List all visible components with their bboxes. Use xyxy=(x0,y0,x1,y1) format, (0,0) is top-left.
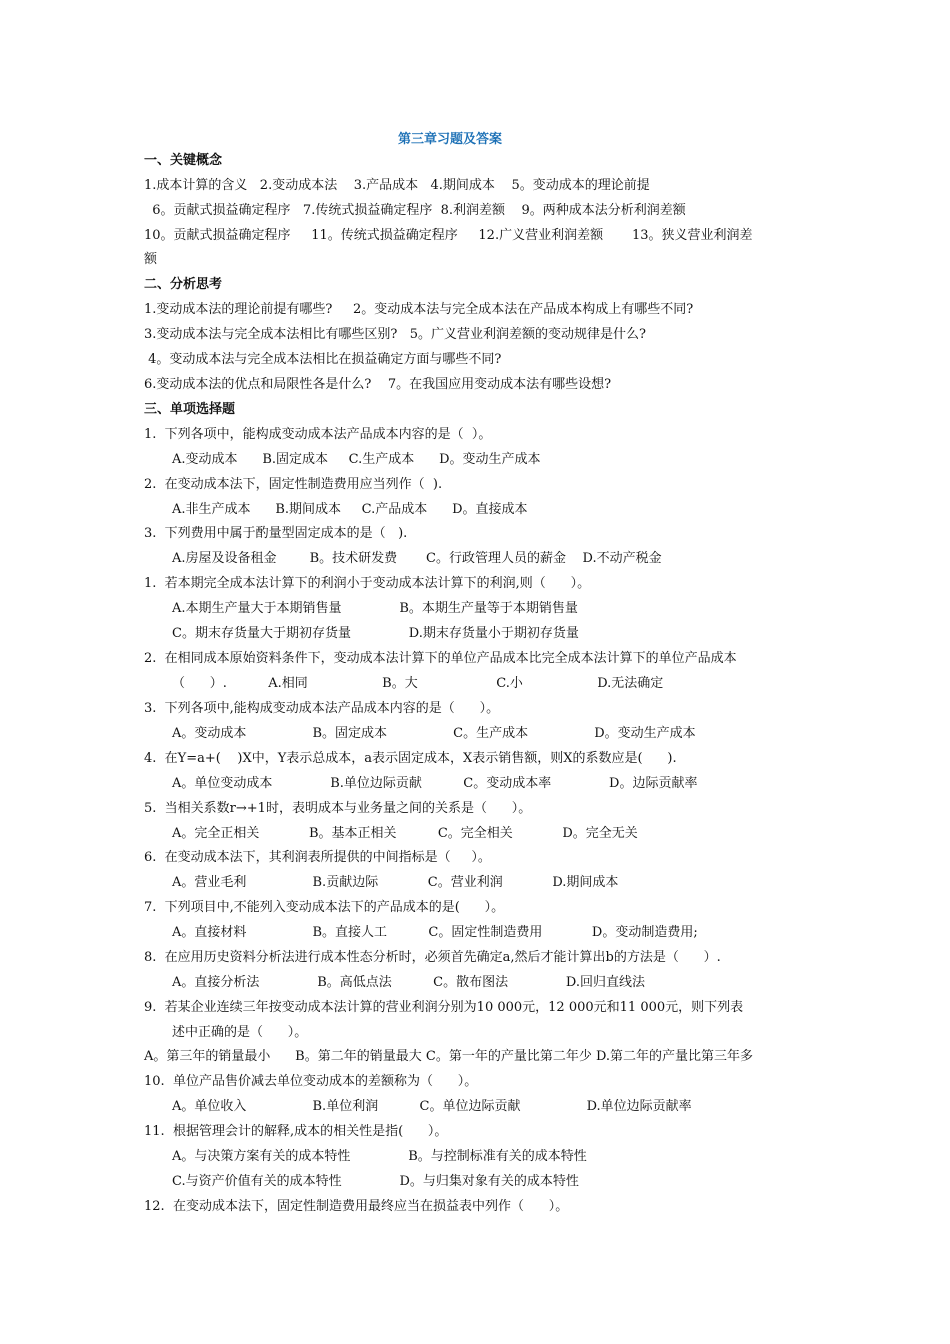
question-line: 6. 在变动成本法下，其利润表所提供的中间指标是（ ）。 xyxy=(144,850,491,865)
text-line: 6.变动成本法的优点和局限性各是什么? 7。在我国应用变动成本法有哪些设想? xyxy=(144,377,612,392)
option-line: A。变动成本 B。固定成本 C。生产成本 D。变动生产成本 xyxy=(172,726,696,741)
option-line: A。直接材料 B。直接人工 C。固定性制造费用 D。变动制造费用; xyxy=(172,925,698,940)
question-line: 11. 根据管理会计的解释,成本的相关性是指( ）。 xyxy=(144,1124,448,1139)
section-heading-analysis: 二、分析思考 xyxy=(144,277,223,292)
question-line: 4. 在Y=a+( )X中，Y表示总成本，a表示固定成本，X表示销售额，则X的系数应是( ). xyxy=(144,751,677,766)
text-line: 6。贡献式损益确定程序 7.传统式损益确定程序 8.利润差额 9。两种成本法分析利润差额 xyxy=(144,203,686,218)
text-line: 3.变动成本法与完全成本法相比有哪些区别? 5。广义营业利润差额的变动规律是什么? xyxy=(144,327,647,342)
text-line: 4。变动成本法与完全成本法相比在损益确定方面与哪些不同? xyxy=(144,352,502,367)
option-line: 述中正确的是（ ）。 xyxy=(172,1025,308,1040)
option-line: A。完全正相关 B。基本正相关 C。完全相关 D。完全无关 xyxy=(172,826,638,841)
text-line: 1.变动成本法的理论前提有哪些? 2。变动成本法与完全成本法在产品成本构成上有哪些不同? xyxy=(144,302,694,317)
question-line: 5. 当相关系数r→+1时，表明成本与业务量之间的关系是（ ）。 xyxy=(144,801,532,816)
question-line: 10. 单位产品售价减去单位变动成本的差额称为（ ）。 xyxy=(144,1074,478,1089)
question-line: 3. 下列费用中属于酌量型固定成本的是（ ). xyxy=(144,526,408,541)
option-line: A.非生产成本 B.期间成本 C.产品成本 D。直接成本 xyxy=(172,502,528,517)
section-heading-key-concepts: 一、关键概念 xyxy=(144,153,223,168)
question-line: 1. 若本期完全成本法计算下的利润小于变动成本法计算下的利润,则（ ）。 xyxy=(144,576,591,591)
option-line: C。期末存货量大于期初存货量 D.期末存货量小于期初存货量 xyxy=(172,626,579,641)
option-line: A。单位变动成本 B.单位边际贡献 C。变动成本率 D。边际贡献率 xyxy=(172,776,698,791)
question-line: 1. 下列各项中，能构成变动成本法产品成本内容的是（ ）。 xyxy=(144,427,492,442)
section-heading-single-choice: 三、单项选择题 xyxy=(144,402,236,417)
option-line: A。直接分析法 B。高低点法 C。散布图法 D.回归直线法 xyxy=(172,975,646,990)
option-line: C.与资产价值有关的成本特性 D。与归集对象有关的成本特性 xyxy=(172,1174,579,1189)
option-line: A。营业毛利 B.贡献边际 C。营业利润 D.期间成本 xyxy=(172,875,619,890)
question-line: 2. 在相同成本原始资料条件下，变动成本法计算下的单位产品成本比完全成本法计算下的单位产品成本 xyxy=(144,651,737,666)
option-line: A。单位收入 B.单位利润 C。单位边际贡献 D.单位边际贡献率 xyxy=(172,1099,692,1114)
text-line: 额 xyxy=(144,252,158,267)
text-line: 10。贡献式损益确定程序 11。传统式损益确定程序 12.广义营业利润差额 13。狭义营业利润差 xyxy=(144,228,753,243)
question-line: 3. 下列各项中,能构成变动成本法产品成本内容的是（ ）。 xyxy=(144,701,500,716)
question-line: 9. 若某企业连续三年按变动成本法计算的营业利润分别为10 000元，12 000元和11 000元，则下列表 xyxy=(144,1000,744,1015)
option-line: A。与决策方案有关的成本特性 B。与控制标准有关的成本特性 xyxy=(172,1149,587,1164)
question-line: 7. 下列项目中,不能列入变动成本法下的产品成本的是( ）。 xyxy=(144,900,505,915)
question-line: A。第三年的销量最小 B。第二年的销量最大 C。第一年的产量比第二年少 D.第二年的产量比第三年多 xyxy=(144,1049,754,1064)
text-line: 1.成本计算的含义 2.变动成本法 3.产品成本 4.期间成本 5。变动成本的理论前提 xyxy=(144,178,650,193)
question-line: 2. 在变动成本法下，固定性制造费用应当列作（ ). xyxy=(144,477,443,492)
option-line: （ ）. A.相同 B。大 C.小 D.无法确定 xyxy=(172,676,664,691)
option-line: A.变动成本 B.固定成本 C.生产成本 D。变动生产成本 xyxy=(172,452,541,467)
page-title: 第三章习题及答案 xyxy=(397,132,502,147)
option-line: A.房屋及设备租金 B。技术研发费 C。行政管理人员的薪金 D.不动产税金 xyxy=(172,551,662,566)
question-line: 12. 在变动成本法下，固定性制造费用最终应当在损益表中列作（ ）。 xyxy=(144,1199,569,1214)
option-line: A.本期生产量大于本期销售量 B。本期生产量等于本期销售量 xyxy=(172,601,578,616)
question-line: 8. 在应用历史资料分析法进行成本性态分析时，必须首先确定a,然后才能计算出b的方法是（ ）. xyxy=(144,950,721,965)
